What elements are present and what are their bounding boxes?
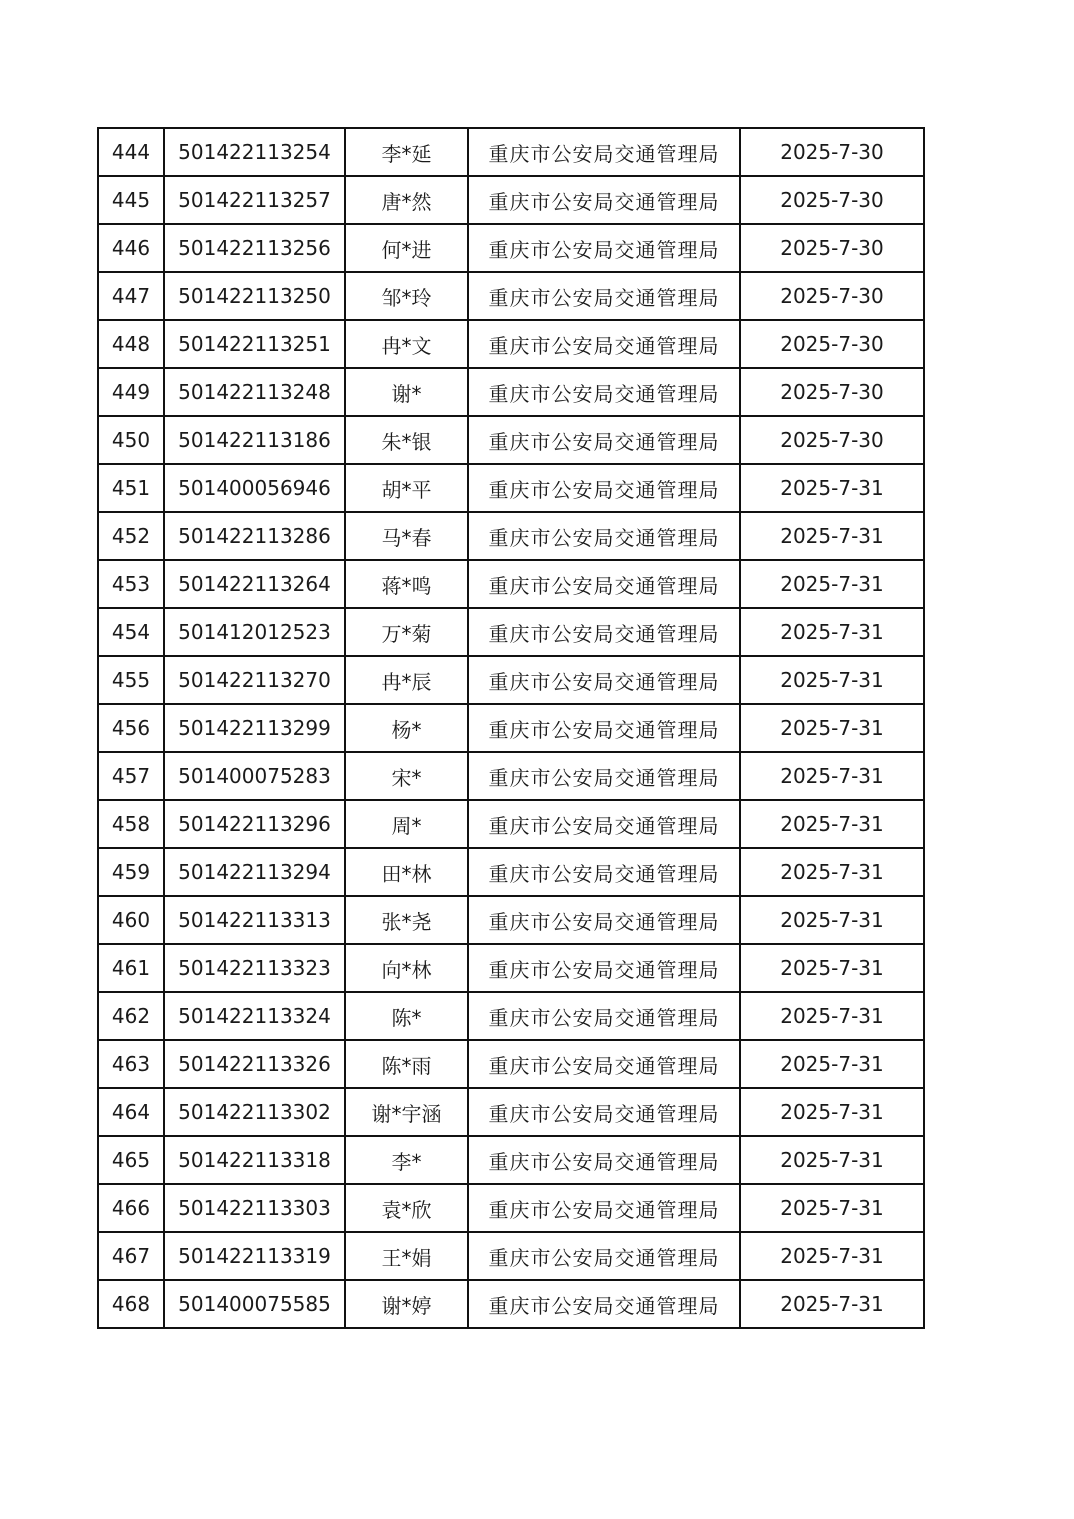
id-number-cell: 501422113313 xyxy=(164,896,345,944)
date-cell: 2025-7-31 xyxy=(740,464,924,512)
id-number-cell: 501422113248 xyxy=(164,368,345,416)
person-name-cell: 杨* xyxy=(345,704,468,752)
person-name-cell: 冉*辰 xyxy=(345,656,468,704)
id-number-cell: 501422113299 xyxy=(164,704,345,752)
table-row xyxy=(98,656,924,704)
issuing-authority-cell: 重庆市公安局交通管理局 xyxy=(468,1232,740,1280)
date-cell: 2025-7-31 xyxy=(740,896,924,944)
issuing-authority-cell: 重庆市公安局交通管理局 xyxy=(468,752,740,800)
person-name-cell: 冉*文 xyxy=(345,320,468,368)
person-name-cell: 张*尧 xyxy=(345,896,468,944)
person-name-cell: 朱*银 xyxy=(345,416,468,464)
row-number-cell: 463 xyxy=(98,1040,164,1088)
row-number-cell: 451 xyxy=(98,464,164,512)
row-number-cell: 462 xyxy=(98,992,164,1040)
date-cell: 2025-7-30 xyxy=(740,320,924,368)
date-cell: 2025-7-31 xyxy=(740,608,924,656)
table-row xyxy=(98,896,924,944)
issuing-authority-cell: 重庆市公安局交通管理局 xyxy=(468,800,740,848)
table-row xyxy=(98,128,924,176)
date-cell: 2025-7-30 xyxy=(740,272,924,320)
issuing-authority-cell: 重庆市公安局交通管理局 xyxy=(468,848,740,896)
date-cell: 2025-7-31 xyxy=(740,1280,924,1328)
person-name-cell: 胡*平 xyxy=(345,464,468,512)
person-name-cell: 谢*宇涵 xyxy=(345,1088,468,1136)
person-name-cell: 王*娟 xyxy=(345,1232,468,1280)
table-row xyxy=(98,1136,924,1184)
row-number-cell: 445 xyxy=(98,176,164,224)
table-row xyxy=(98,512,924,560)
id-number-cell: 501422113303 xyxy=(164,1184,345,1232)
row-number-cell: 466 xyxy=(98,1184,164,1232)
row-number-cell: 468 xyxy=(98,1280,164,1328)
id-number-cell: 501422113264 xyxy=(164,560,345,608)
row-number-cell: 461 xyxy=(98,944,164,992)
issuing-authority-cell: 重庆市公安局交通管理局 xyxy=(468,416,740,464)
date-cell: 2025-7-30 xyxy=(740,368,924,416)
row-number-cell: 452 xyxy=(98,512,164,560)
table-row xyxy=(98,368,924,416)
row-number-cell: 467 xyxy=(98,1232,164,1280)
issuing-authority-cell: 重庆市公安局交通管理局 xyxy=(468,224,740,272)
issuing-authority-cell: 重庆市公安局交通管理局 xyxy=(468,1184,740,1232)
table-row xyxy=(98,800,924,848)
id-number-cell: 501422113286 xyxy=(164,512,345,560)
table-row xyxy=(98,848,924,896)
row-number-cell: 465 xyxy=(98,1136,164,1184)
records-table xyxy=(97,127,925,1329)
table-row xyxy=(98,1184,924,1232)
issuing-authority-cell: 重庆市公安局交通管理局 xyxy=(468,320,740,368)
table-row xyxy=(98,416,924,464)
id-number-cell: 501422113319 xyxy=(164,1232,345,1280)
table-row xyxy=(98,320,924,368)
table-row xyxy=(98,176,924,224)
table-row xyxy=(98,560,924,608)
person-name-cell: 袁*欣 xyxy=(345,1184,468,1232)
issuing-authority-cell: 重庆市公安局交通管理局 xyxy=(468,512,740,560)
issuing-authority-cell: 重庆市公安局交通管理局 xyxy=(468,368,740,416)
person-name-cell: 陈* xyxy=(345,992,468,1040)
table-row xyxy=(98,272,924,320)
row-number-cell: 464 xyxy=(98,1088,164,1136)
row-number-cell: 455 xyxy=(98,656,164,704)
issuing-authority-cell: 重庆市公安局交通管理局 xyxy=(468,128,740,176)
id-number-cell: 501422113257 xyxy=(164,176,345,224)
row-number-cell: 460 xyxy=(98,896,164,944)
person-name-cell: 蒋*鸣 xyxy=(345,560,468,608)
id-number-cell: 501400075283 xyxy=(164,752,345,800)
row-number-cell: 456 xyxy=(98,704,164,752)
id-number-cell: 501422113323 xyxy=(164,944,345,992)
row-number-cell: 458 xyxy=(98,800,164,848)
table-row xyxy=(98,944,924,992)
id-number-cell: 501422113270 xyxy=(164,656,345,704)
issuing-authority-cell: 重庆市公安局交通管理局 xyxy=(468,992,740,1040)
row-number-cell: 447 xyxy=(98,272,164,320)
id-number-cell: 501422113294 xyxy=(164,848,345,896)
table-row xyxy=(98,704,924,752)
person-name-cell: 谢*婷 xyxy=(345,1280,468,1328)
person-name-cell: 何*进 xyxy=(345,224,468,272)
issuing-authority-cell: 重庆市公安局交通管理局 xyxy=(468,1280,740,1328)
id-number-cell: 501422113318 xyxy=(164,1136,345,1184)
person-name-cell: 李* xyxy=(345,1136,468,1184)
row-number-cell: 448 xyxy=(98,320,164,368)
person-name-cell: 宋* xyxy=(345,752,468,800)
id-number-cell: 501422113256 xyxy=(164,224,345,272)
date-cell: 2025-7-31 xyxy=(740,560,924,608)
date-cell: 2025-7-31 xyxy=(740,800,924,848)
person-name-cell: 邹*玲 xyxy=(345,272,468,320)
row-number-cell: 446 xyxy=(98,224,164,272)
date-cell: 2025-7-31 xyxy=(740,944,924,992)
records-table-body xyxy=(98,128,924,1328)
issuing-authority-cell: 重庆市公安局交通管理局 xyxy=(468,608,740,656)
id-number-cell: 501422113296 xyxy=(164,800,345,848)
date-cell: 2025-7-31 xyxy=(740,1136,924,1184)
id-number-cell: 501412012523 xyxy=(164,608,345,656)
person-name-cell: 谢* xyxy=(345,368,468,416)
issuing-authority-cell: 重庆市公安局交通管理局 xyxy=(468,1136,740,1184)
issuing-authority-cell: 重庆市公安局交通管理局 xyxy=(468,464,740,512)
id-number-cell: 501422113326 xyxy=(164,1040,345,1088)
person-name-cell: 李*延 xyxy=(345,128,468,176)
person-name-cell: 周* xyxy=(345,800,468,848)
id-number-cell: 501400056946 xyxy=(164,464,345,512)
person-name-cell: 陈*雨 xyxy=(345,1040,468,1088)
person-name-cell: 田*林 xyxy=(345,848,468,896)
id-number-cell: 501400075585 xyxy=(164,1280,345,1328)
issuing-authority-cell: 重庆市公安局交通管理局 xyxy=(468,656,740,704)
table-row xyxy=(98,1232,924,1280)
table-row xyxy=(98,752,924,800)
issuing-authority-cell: 重庆市公安局交通管理局 xyxy=(468,560,740,608)
issuing-authority-cell: 重庆市公安局交通管理局 xyxy=(468,704,740,752)
row-number-cell: 454 xyxy=(98,608,164,656)
date-cell: 2025-7-31 xyxy=(740,1040,924,1088)
issuing-authority-cell: 重庆市公安局交通管理局 xyxy=(468,176,740,224)
date-cell: 2025-7-31 xyxy=(740,704,924,752)
person-name-cell: 唐*然 xyxy=(345,176,468,224)
person-name-cell: 向*林 xyxy=(345,944,468,992)
date-cell: 2025-7-31 xyxy=(740,1184,924,1232)
row-number-cell: 444 xyxy=(98,128,164,176)
row-number-cell: 459 xyxy=(98,848,164,896)
date-cell: 2025-7-30 xyxy=(740,224,924,272)
table-row xyxy=(98,992,924,1040)
row-number-cell: 453 xyxy=(98,560,164,608)
row-number-cell: 450 xyxy=(98,416,164,464)
date-cell: 2025-7-31 xyxy=(740,512,924,560)
id-number-cell: 501422113250 xyxy=(164,272,345,320)
date-cell: 2025-7-31 xyxy=(740,992,924,1040)
id-number-cell: 501422113254 xyxy=(164,128,345,176)
date-cell: 2025-7-31 xyxy=(740,848,924,896)
row-number-cell: 449 xyxy=(98,368,164,416)
date-cell: 2025-7-31 xyxy=(740,656,924,704)
issuing-authority-cell: 重庆市公安局交通管理局 xyxy=(468,1088,740,1136)
table-row xyxy=(98,224,924,272)
id-number-cell: 501422113324 xyxy=(164,992,345,1040)
date-cell: 2025-7-30 xyxy=(740,128,924,176)
issuing-authority-cell: 重庆市公安局交通管理局 xyxy=(468,944,740,992)
table-row xyxy=(98,1088,924,1136)
date-cell: 2025-7-31 xyxy=(740,1088,924,1136)
issuing-authority-cell: 重庆市公安局交通管理局 xyxy=(468,272,740,320)
row-number-cell: 457 xyxy=(98,752,164,800)
id-number-cell: 501422113186 xyxy=(164,416,345,464)
id-number-cell: 501422113302 xyxy=(164,1088,345,1136)
person-name-cell: 万*菊 xyxy=(345,608,468,656)
date-cell: 2025-7-31 xyxy=(740,1232,924,1280)
table-row xyxy=(98,464,924,512)
table-row xyxy=(98,1040,924,1088)
date-cell: 2025-7-30 xyxy=(740,416,924,464)
issuing-authority-cell: 重庆市公安局交通管理局 xyxy=(468,1040,740,1088)
date-cell: 2025-7-31 xyxy=(740,752,924,800)
person-name-cell: 马*春 xyxy=(345,512,468,560)
date-cell: 2025-7-30 xyxy=(740,176,924,224)
issuing-authority-cell: 重庆市公安局交通管理局 xyxy=(468,896,740,944)
id-number-cell: 501422113251 xyxy=(164,320,345,368)
table-row xyxy=(98,1280,924,1328)
table-row xyxy=(98,608,924,656)
